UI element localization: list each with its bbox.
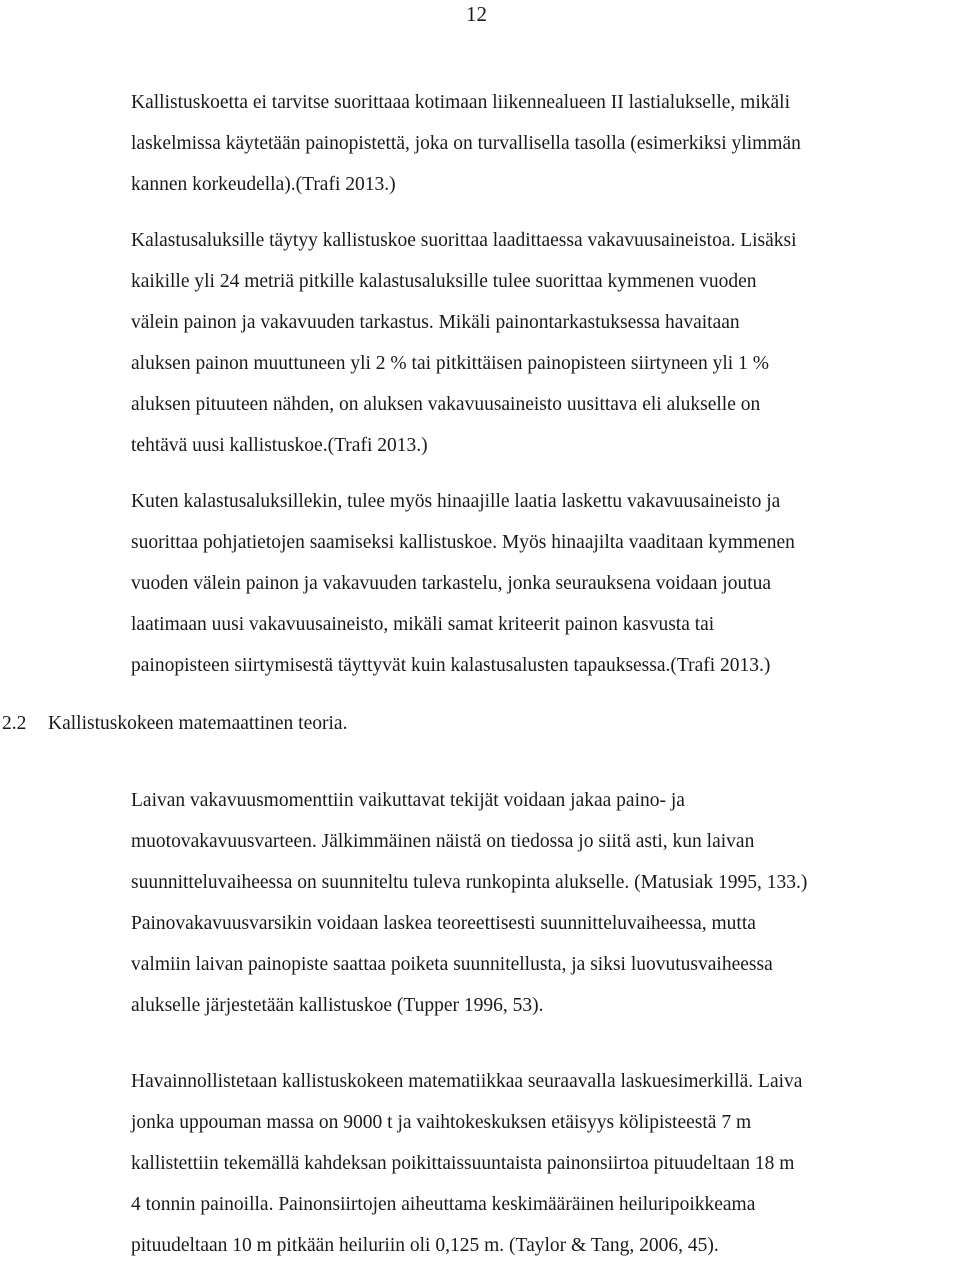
text-line: laatimaan uusi vakavuusaineisto, mikäli samat kriteerit painon kasvusta tai: [131, 614, 715, 635]
text-line: aluksen painon muuttuneen yli 2 % tai pitkittäisen painopisteen siirtyneen yli 1 %: [131, 353, 769, 374]
text-line: muotovakavuusvarteen. Jälkimmäinen näistä on tiedossa jo siitä asti, kun laivan: [131, 831, 755, 852]
section-number: 2.2: [2, 713, 27, 734]
text-line: pituudeltaan 10 m pitkään heiluriin oli 0,125 m. (Taylor & Tang, 2006, 45).: [131, 1235, 719, 1256]
text-line: aluksen pituuteen nähden, on aluksen vakavuusaineisto uusittava eli alukselle on: [131, 394, 761, 415]
text-line: painopisteen siirtymisestä täyttyvät kuin kalastusalusten tapauksessa.(Trafi 2013.): [131, 655, 771, 676]
paragraph-hinaajat: [131, 481, 931, 686]
text-line: Havainnollistetaan kallistuskokeen matematiikkaa seuraavalla laskuesimerkillä. Laiva: [131, 1071, 803, 1092]
text-line: Kuten kalastusaluksillekin, tulee myös hinaajille laatia laskettu vakavuusaineisto ja: [131, 491, 781, 512]
text-line: kallistettiin tekemällä kahdeksan poikittaissuuntaista painonsiirtoa pituudeltaan 18 m: [131, 1153, 795, 1174]
paragraph-vakavuusmomentti: [131, 780, 931, 1026]
text-line: jonka uppouman massa on 9000 t ja vaihtokeskuksen etäisyys kölipisteestä 7 m: [131, 1112, 752, 1133]
text-line: laskelmissa käytetään painopistettä, joka on turvallisella tasolla (esimerkiksi ylimmän: [131, 133, 801, 154]
text-line: Kalastusaluksille täytyy kallistuskoe suorittaa laadittaessa vakavuusaineistoa. Lisäksi: [131, 230, 797, 251]
text-line: vuoden välein painon ja vakavuuden tarkastelu, jonka seurauksena voidaan joutua: [131, 573, 772, 594]
paragraph-lastialus: [131, 82, 931, 205]
text-line: suunnitteluvaiheessa on suunniteltu tuleva runkopinta alukselle. (Matusiak 1995, 133.): [131, 872, 808, 893]
text-line: Laivan vakavuusmomenttiin vaikuttavat tekijät voidaan jakaa paino- ja: [131, 790, 685, 811]
text-line: alukselle järjestetään kallistuskoe (Tupper 1996, 53).: [131, 995, 544, 1016]
text-line: 4 tonnin painoilla. Painonsiirtojen aiheuttama keskimääräinen heiluripoikkeama: [131, 1194, 756, 1215]
text-line: suorittaa pohjatietojen saamiseksi kallistuskoe. Myös hinaajilta vaaditaan kymmenen: [131, 532, 795, 553]
text-line: välein painon ja vakavuuden tarkastus. Mikäli painontarkastuksessa havaitaan: [131, 312, 740, 333]
text-line: valmiin laivan painopiste saattaa poiketa suunnitellusta, ja siksi luovutusvaiheessa: [131, 954, 773, 975]
text-line: kannen korkeudella).(Trafi 2013.): [131, 174, 396, 195]
section-title: Kallistuskokeen matemaattinen teoria.: [48, 713, 348, 734]
paragraph-kalastusalukset: [131, 220, 931, 466]
text-line: tehtävä uusi kallistuskoe.(Trafi 2013.): [131, 435, 428, 456]
text-line: Painovakavuusvarsikin voidaan laskea teoreettisesti suunnitteluvaiheessa, mutta: [131, 913, 756, 934]
page-number: 12: [466, 2, 487, 26]
paragraph-laskuesimerkki: [131, 1061, 931, 1266]
section-heading: [2, 703, 347, 744]
text-line: Kallistuskoetta ei tarvitse suorittaaa kotimaan liikennealueen II lastialukselle, mikäli: [131, 92, 791, 113]
text-line: kaikille yli 24 metriä pitkille kalastusaluksille tulee suorittaa kymmenen vuoden: [131, 271, 757, 292]
